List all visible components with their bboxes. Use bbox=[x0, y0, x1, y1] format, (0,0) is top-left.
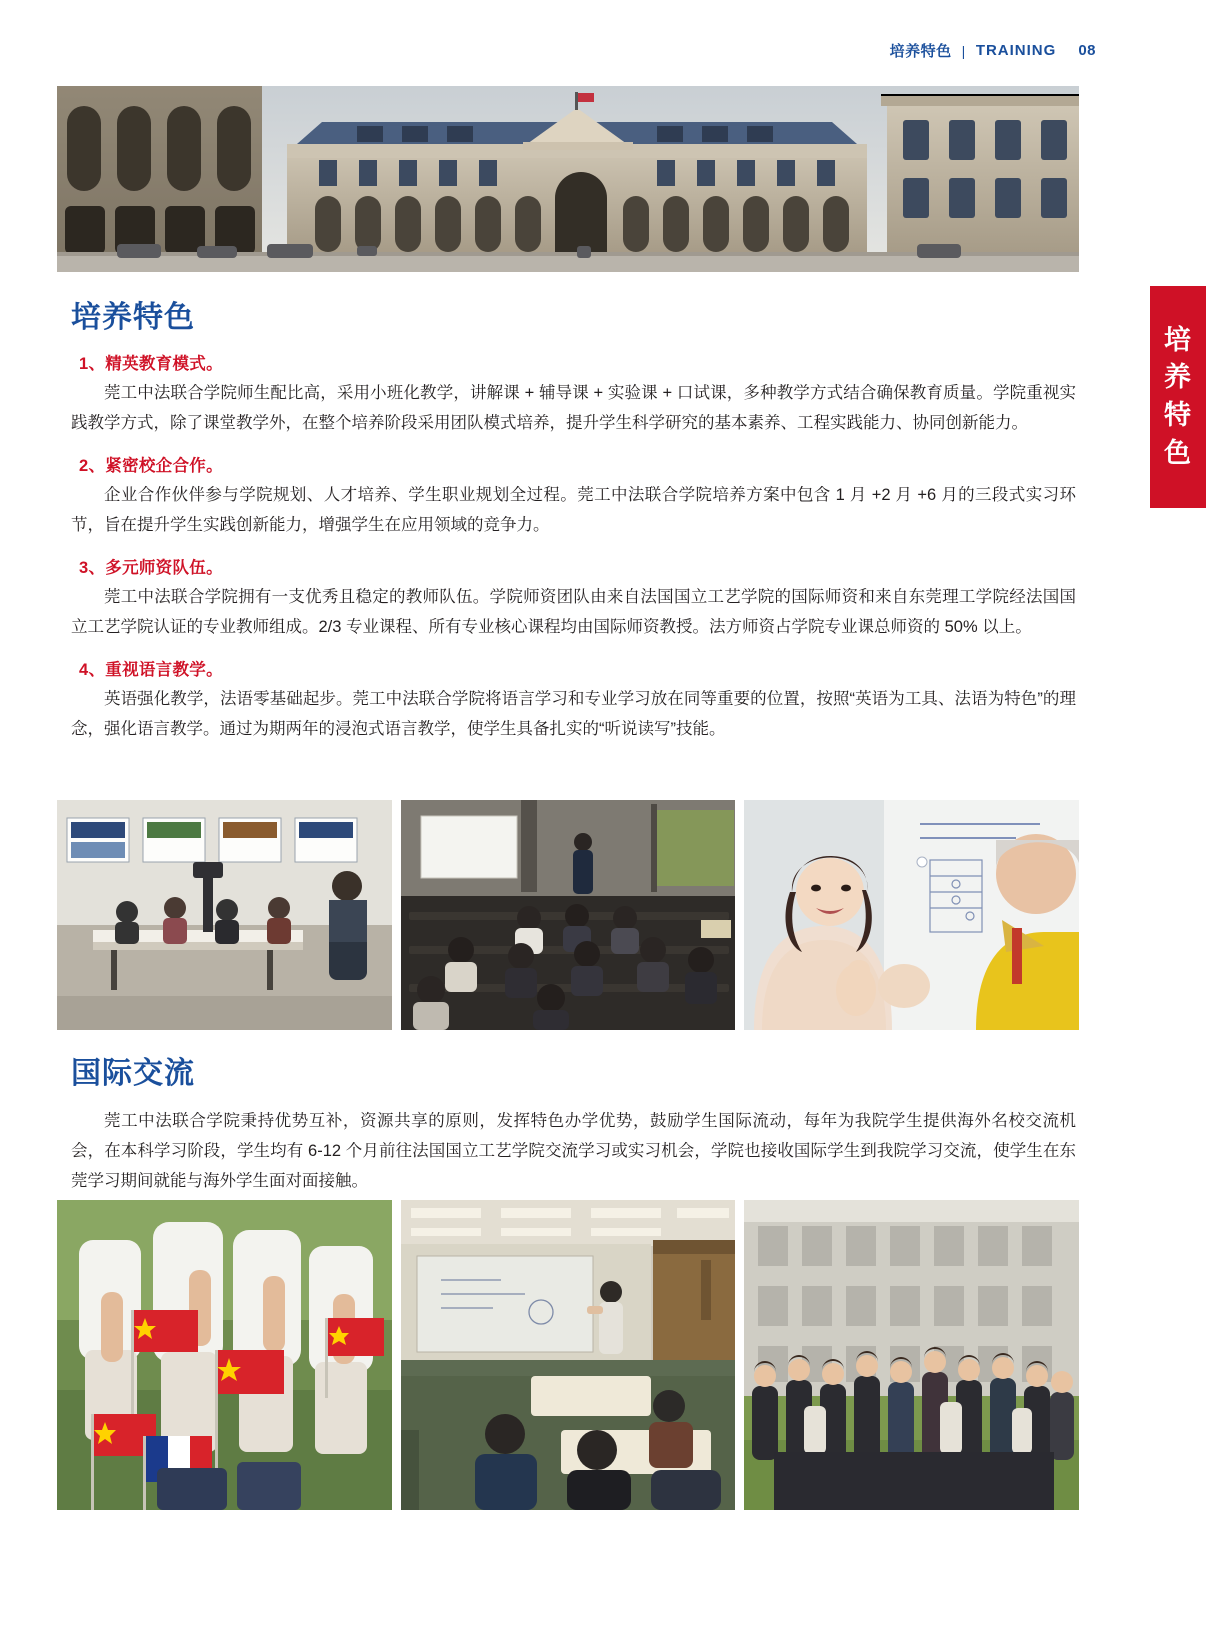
subheading-elite-education: 1、精英教育模式。 bbox=[79, 355, 223, 373]
paragraph-diverse-faculty: 莞工中法联合学院拥有一支优秀且稳定的教师队伍。学院师资团队由来自法国国立工艺学院的国际师资和来自东莞理工学院经法国国立工艺学院认证的专业教师组成。2/3 专业课程、所有专业核心课程均由国际师资教授。法方师资占学院专业课总师资的 50% 以上。 bbox=[71, 588, 1076, 636]
paragraph-school-enterprise: 企业合作伙伴参与学院规划、人才培养、学生职业规划全过程。莞工中法联合学院培养方案中包含 1 月 +2 月 +6 月的三段式实习环节，旨在提升学生实践创新能力，增强学生在应用领域的竞争力。 bbox=[71, 486, 1076, 534]
side-tab-char-3: 特 bbox=[1164, 400, 1192, 430]
seminar-room-projector-photo bbox=[401, 1200, 736, 1510]
students-holding-flags-photo bbox=[57, 1200, 392, 1510]
section-international-exchange bbox=[57, 1048, 1079, 1198]
side-tab-char-4: 色 bbox=[1164, 437, 1192, 468]
section-title-training: 培养特色 bbox=[71, 301, 195, 334]
subheading-language-teaching: 4、重视语言教学。 bbox=[79, 661, 223, 679]
header-title-en: TRAINING bbox=[975, 42, 1057, 59]
photo-row-exchange bbox=[57, 1200, 1079, 1510]
page-header bbox=[890, 40, 1096, 61]
section-title-international: 国际交流 bbox=[71, 1057, 195, 1090]
paragraph-international-exchange: 莞工中法联合学院秉持优势互补，资源共享的原则，发挥特色办学优势，鼓励学生国际流动，每年为我院学生提供海外名校交流机会，在本科学习阶段，学生均有 6-12 个月前往法国国立工艺学院交流学习或实习机会，学院也接收国际学生到我院学习交流，使学生在东莞学习期间就能与海外学生面对面接触。 bbox=[71, 1112, 1076, 1190]
header-separator: | bbox=[961, 42, 966, 59]
lecture-hall-students-photo bbox=[401, 800, 736, 1030]
photo-row-training bbox=[57, 800, 1079, 1030]
group-photo-outdoors-photo bbox=[744, 1200, 1079, 1510]
classroom-presentation-photo bbox=[57, 800, 392, 1030]
subheading-diverse-faculty: 3、多元师资队伍。 bbox=[79, 559, 223, 577]
teacher-whiteboard-discussion-photo bbox=[744, 800, 1079, 1030]
hero-campus-photo bbox=[57, 86, 1079, 272]
header-title-cn: 培养特色 bbox=[889, 43, 952, 60]
subheading-school-enterprise: 2、紧密校企合作。 bbox=[79, 457, 223, 475]
paragraph-elite-education: 莞工中法联合学院师生配比高，采用小班化教学，讲解课 + 辅导课 + 实验课 + 口试课，多种教学方式结合确保教育质量。学院重视实践教学方式，除了课堂教学外，在整个培养阶段采用团队模式培养，提升学生科学研究的基本素养、工程实践能力、协同创新能力。 bbox=[71, 384, 1076, 432]
side-tab-training bbox=[1150, 286, 1206, 508]
main-content bbox=[57, 292, 1079, 746]
side-tab-char-1: 培 bbox=[1164, 324, 1192, 355]
page-number: 08 bbox=[1078, 42, 1096, 59]
paragraph-language-teaching: 英语强化教学，法语零基础起步。莞工中法联合学院将语言学习和专业学习放在同等重要的位置，按照“英语为工具、法语为特色”的理念，强化语言教学。通过为期两年的浸泡式语言教学，使学生具备扎实的“听说读写”技能。 bbox=[71, 690, 1076, 738]
side-tab-char-2: 养 bbox=[1164, 362, 1192, 393]
